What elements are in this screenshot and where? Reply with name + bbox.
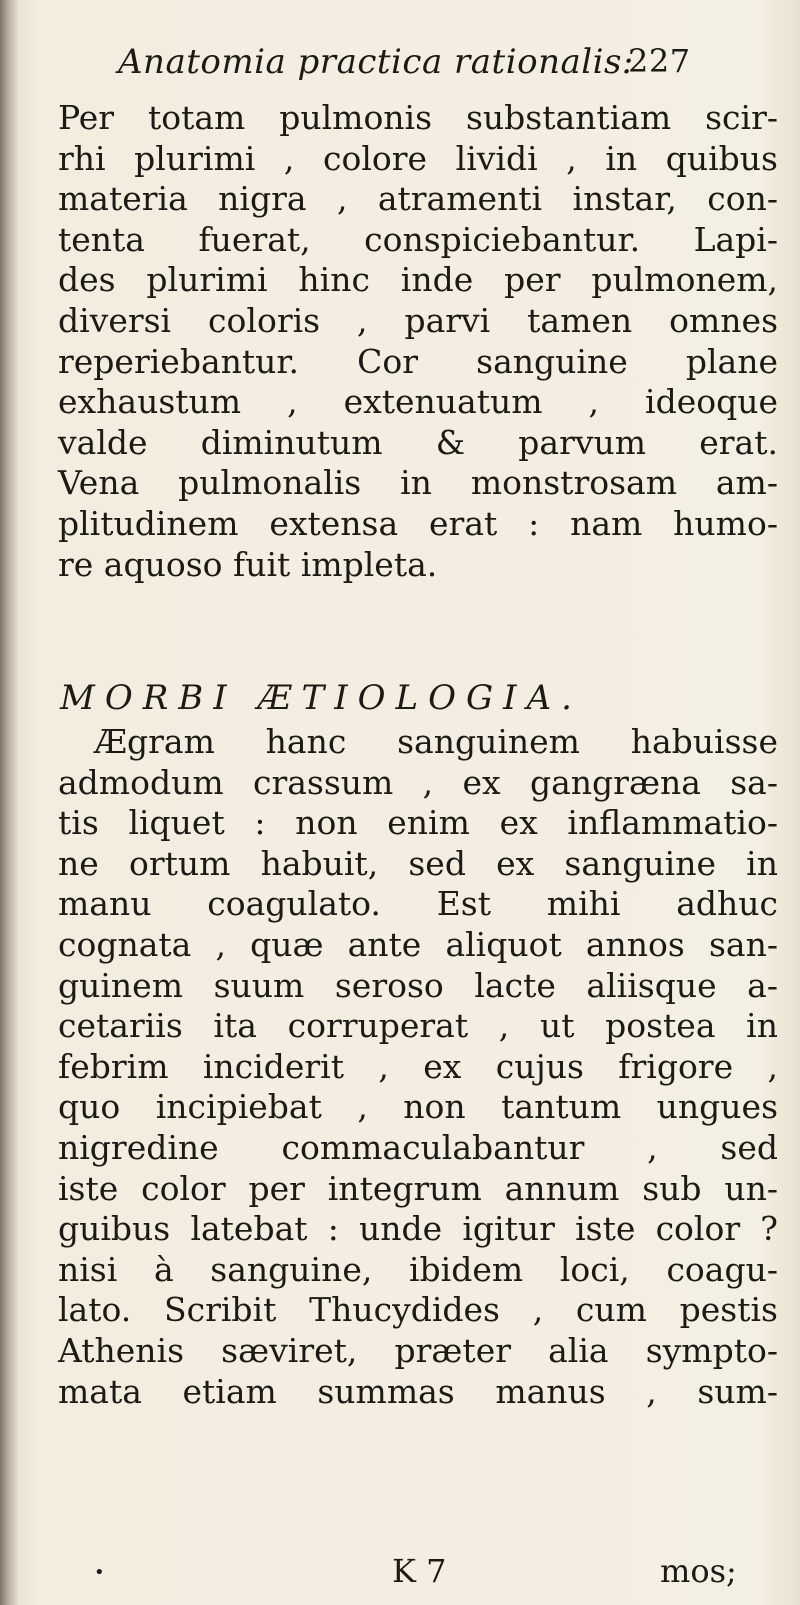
text-line: re aquoso fuit impleta. [58, 544, 438, 584]
text-line: Vena pulmonalis in monstrosam am- [58, 463, 778, 503]
page-footer [0, 1552, 800, 1598]
text-line: febrim inciderit , ex cujus frigore , [58, 1046, 778, 1086]
paragraph-1 [58, 98, 778, 585]
text-line: ne ortum habuit, sed ex sanguine in [58, 843, 778, 883]
page-number: 227 [628, 42, 691, 80]
paragraph-2 [58, 722, 778, 1412]
text-line: diversi coloris , parvi tamen omnes [58, 300, 778, 340]
text-line: admodum crassum , ex gangræna sa- [58, 762, 778, 802]
text-line: guibus latebat : unde igitur iste color ? [58, 1209, 778, 1249]
text-line: cetariis ita corruperat , ut postea in [58, 1006, 778, 1046]
text-line: iste color per integrum annum sub un- [58, 1168, 778, 1208]
text-line: plitudinem extensa erat : nam humo- [58, 503, 778, 543]
text-line: cognata , quæ ante aliquot annos san- [58, 924, 778, 964]
text-line: exhaustum , extenuatum , ideoque [58, 382, 778, 422]
text-line: lato. Scribit Thucydides , cum pestis [58, 1290, 778, 1330]
text-line: reperiebantur. Cor sanguine plane [58, 341, 778, 381]
text-line: Per totam pulmonis substantiam scir- [58, 98, 778, 137]
text-line: des plurimi hinc inde per pulmonem, [58, 260, 778, 300]
text-line: quo incipiebat , non tantum ungues [58, 1087, 778, 1127]
text-line: nisi à sanguine, ibidem loci, coagu- [58, 1249, 778, 1289]
text-line: tenta fuerat, conspiciebantur. Lapi- [58, 219, 778, 259]
signature-mark: K 7 [392, 1552, 447, 1590]
text-line: Ægram hanc sanguinem habuisse [94, 722, 778, 761]
page-gutter [0, 0, 18, 1605]
text-line: valde diminutum & parvum erat. [58, 422, 778, 462]
running-title: Anatomia practica rationalis: [118, 42, 634, 82]
text-line: rhi plurimi , colore lividi , in quibus [58, 138, 778, 178]
text-line: manu coagulato. Est mihi adhuc [58, 884, 778, 924]
text-line: nigredine commaculabantur , sed [58, 1127, 778, 1167]
section-heading: MORBI ÆTIOLOGIA. [60, 678, 582, 718]
text-line: materia nigra , atramenti instar, con- [58, 179, 778, 219]
text-line: Athenis sæviret, præter alia sympto- [58, 1330, 778, 1370]
running-header [118, 42, 758, 88]
footer-ornament: • [94, 1562, 105, 1583]
text-line: mata etiam summas manus , sum- [58, 1371, 778, 1411]
catchword: mos; [660, 1552, 737, 1590]
text-line: guinem suum seroso lacte aliisque a- [58, 965, 778, 1005]
text-line: tis liquet : non enim ex inflammatio- [58, 803, 778, 843]
